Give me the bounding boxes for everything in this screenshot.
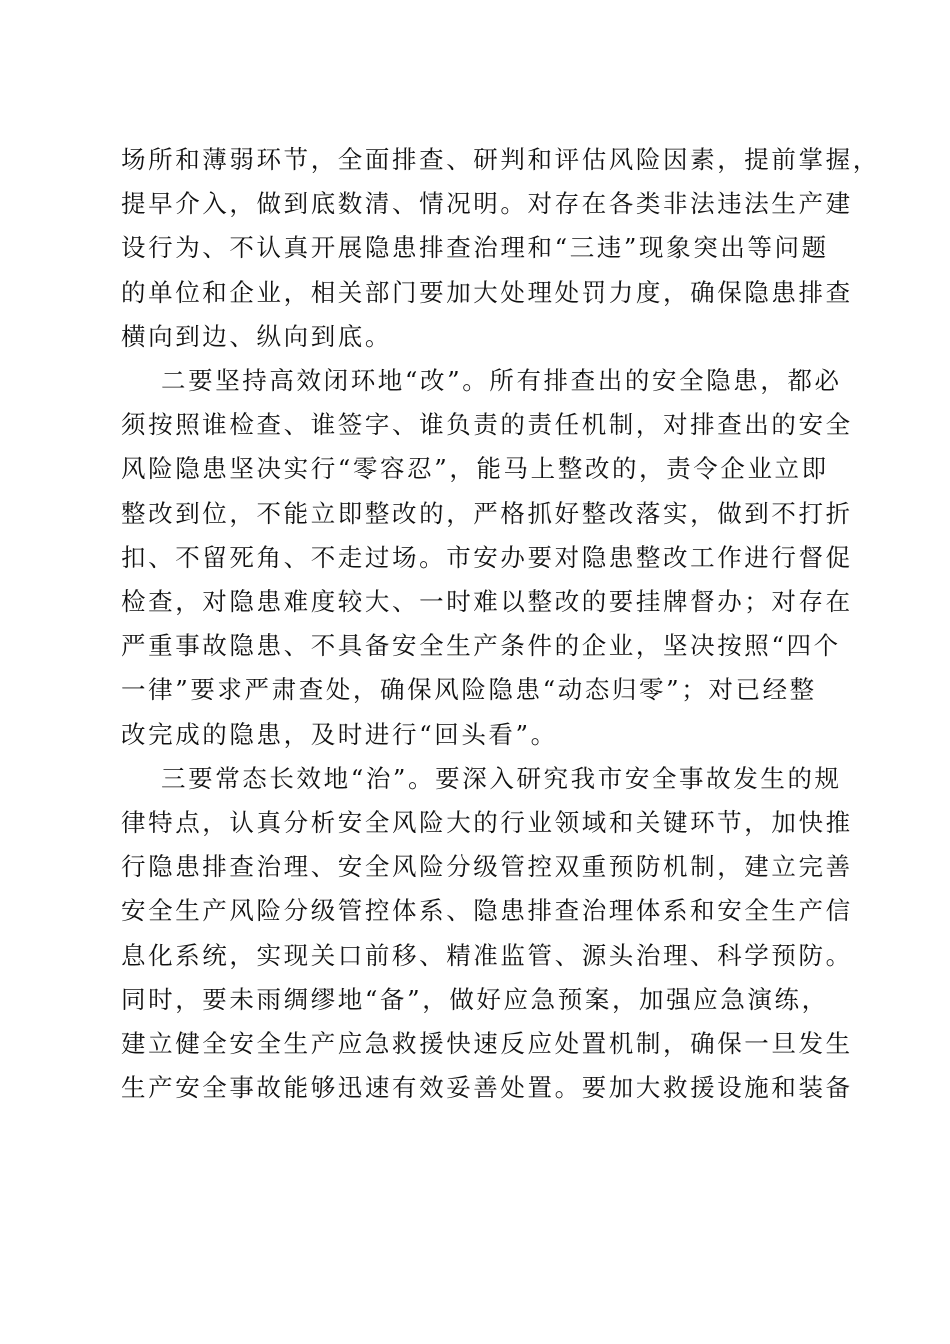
paragraph-1-line-1: 场所和薄弱环节，全面排查、研判和评估风险因素，提前掌握，	[121, 145, 880, 174]
paragraph-2-line-7: 严重事故隐患、不具备安全生产条件的企业，坚决按照“四个	[121, 631, 841, 661]
paragraph-2-line-8: 一律”要求严肃查处，确保风险隐患“动态归零”；对已经整	[121, 675, 817, 705]
paragraph-3-line-6: 同时，要未雨绸缪地“备”，做好应急预案，加强应急演练，	[121, 984, 829, 1014]
paragraph-3-line-7: 建立健全安全生产应急救援快速反应处置机制，确保一旦发生	[121, 1029, 853, 1059]
paragraph-2-line-1: 二要坚持高效闭环地“改”。所有排查出的安全隐患，都必	[161, 366, 842, 396]
paragraph-2-line-2: 须按照谁检查、谁签字、谁负责的责任机制，对排查出的安全	[121, 410, 853, 440]
paragraph-3	[121, 757, 853, 1111]
paragraph-1-line-2: 提早介入，做到底数清、情况明。对存在各类非法违法生产建	[121, 189, 853, 219]
paragraph-3-line-4: 安全生产风险分级管控体系、隐患排查治理体系和安全生产信	[121, 896, 853, 926]
paragraph-2-line-4: 整改到位，不能立即整改的，严格抓好整改落实，做到不打折	[121, 498, 853, 528]
paragraph-1-line-3: 设行为、不认真开展隐患排查治理和“三违”现象突出等问题	[121, 233, 829, 263]
paragraph-2-line-3: 风险隐患坚决实行“零容忍”，能马上整改的，责令企业立即	[121, 454, 829, 484]
paragraph-2-line-9: 改完成的隐患，及时进行“回头看”。	[121, 719, 558, 749]
document-body	[121, 138, 880, 1110]
paragraph-3-line-8: 生产安全事故能够迅速有效妥善处置。要加大救援设施和装备	[121, 1073, 853, 1103]
paragraph-2-line-6: 检查，对隐患难度较大、一时难以整改的要挂牌督办；对存在	[121, 587, 853, 617]
paragraph-2	[121, 359, 853, 757]
paragraph-2-line-5: 扣、不留死角、不走过场。市安办要对隐患整改工作进行督促	[121, 542, 853, 572]
paragraph-1-line-5: 横向到边、纵向到底。	[121, 321, 392, 351]
paragraph-1	[121, 138, 880, 359]
paragraph-3-line-1: 三要常态长效地“治”。要深入研究我市安全事故发生的规	[161, 763, 842, 793]
paragraph-3-line-3: 行隐患排查治理、安全风险分级管控双重预防机制，建立完善	[121, 852, 853, 882]
paragraph-3-line-5: 息化系统，实现关口前移、精准监管、源头治理、科学预防。	[121, 940, 853, 970]
paragraph-3-line-2: 律特点，认真分析安全风险大的行业领域和关键环节，加快推	[121, 808, 853, 838]
paragraph-1-line-4: 的单位和企业，相关部门要加大处理处罚力度，确保隐患排查	[121, 277, 853, 307]
